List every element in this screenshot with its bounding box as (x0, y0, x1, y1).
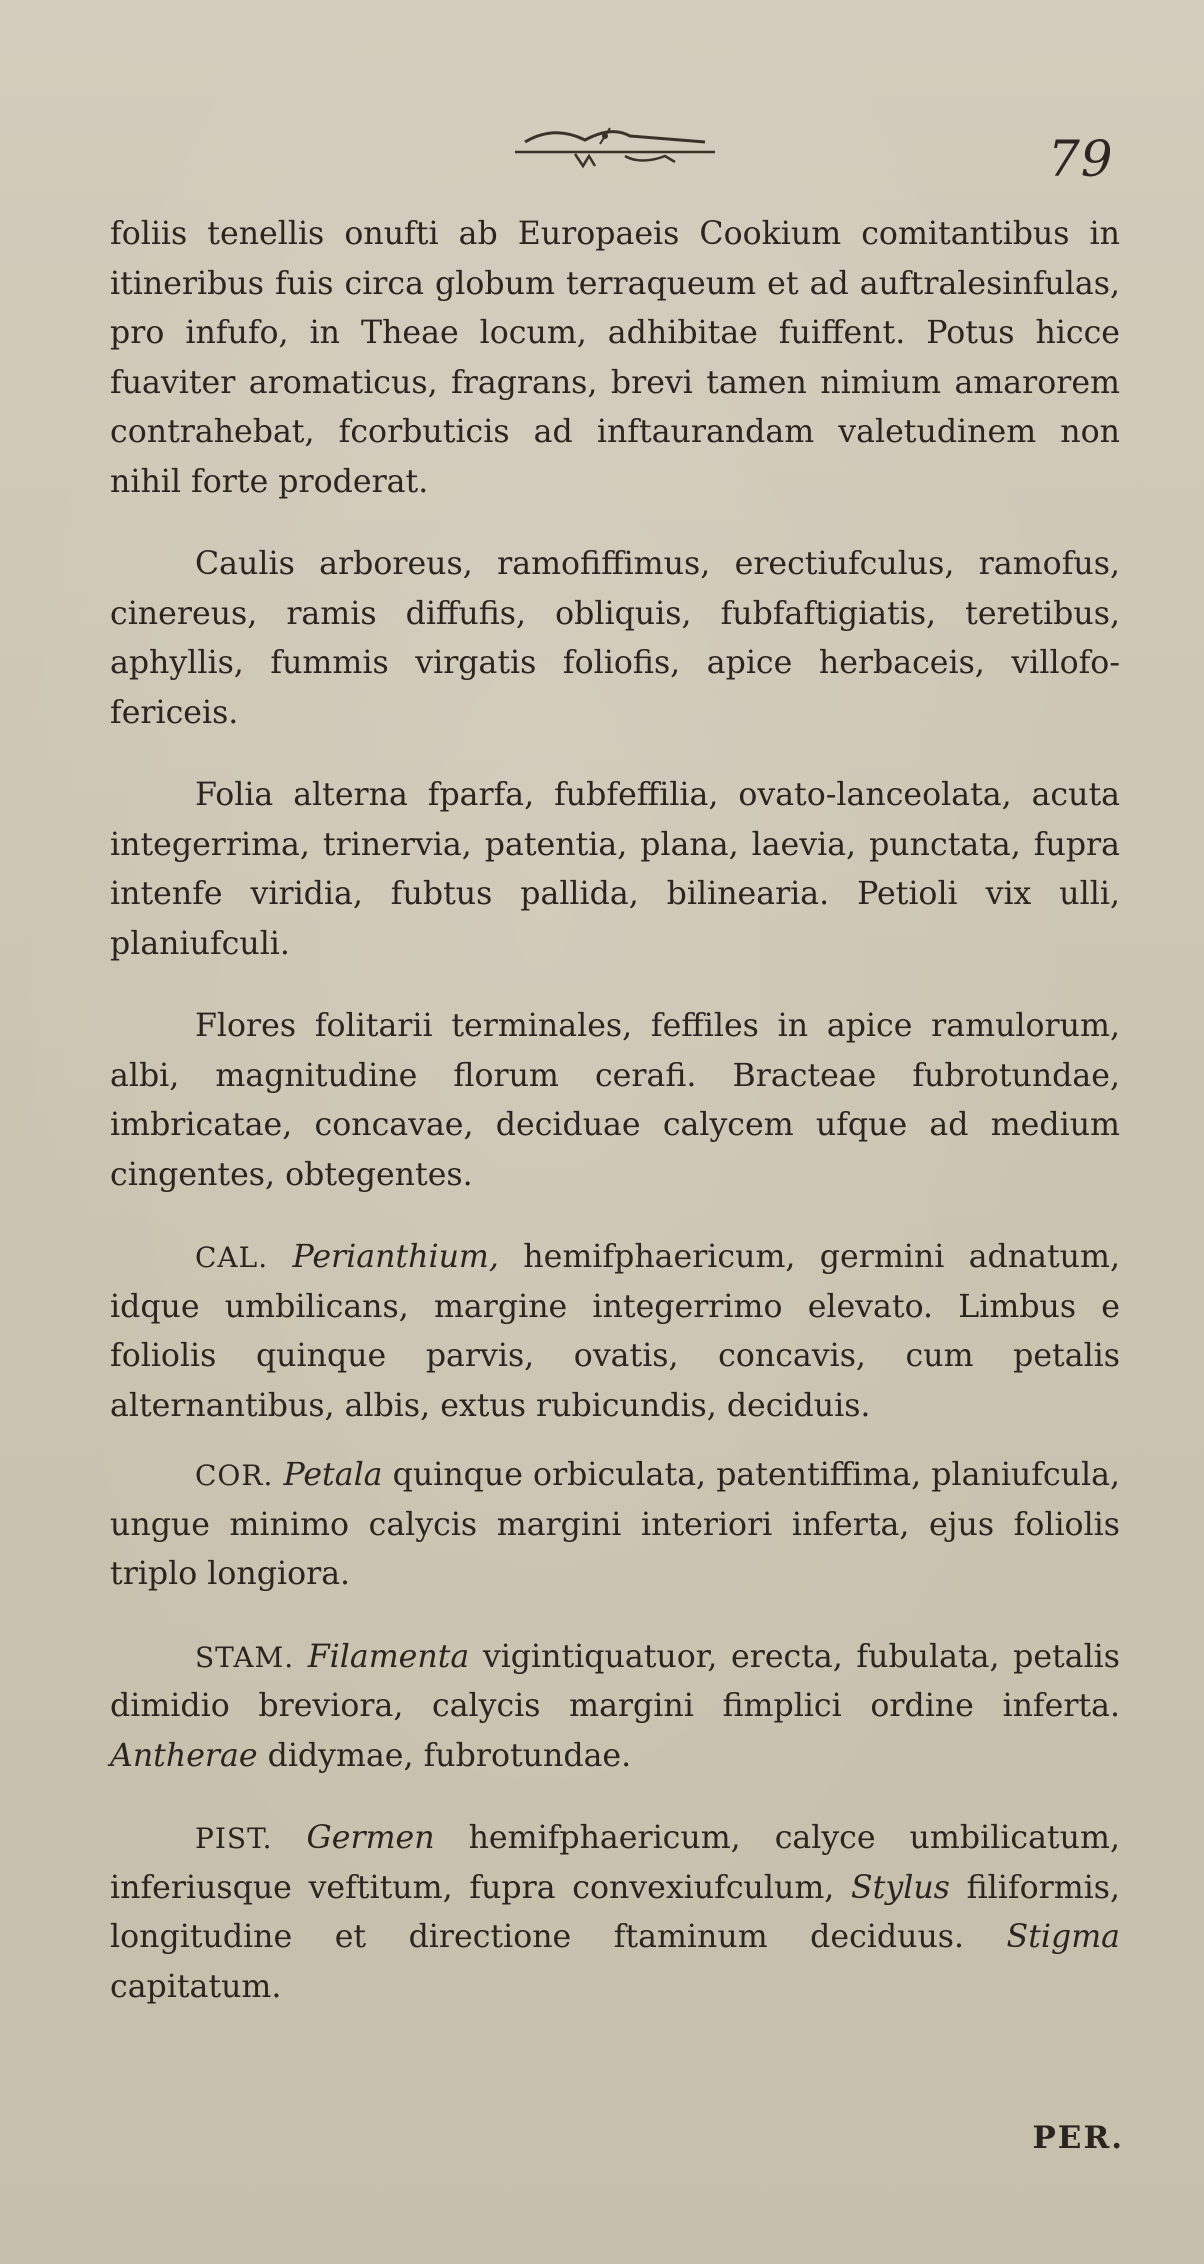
botanical-term: Filamenta (307, 1638, 470, 1675)
paragraph-pist (110, 1814, 1120, 2012)
botanical-term: Perianthium, (292, 1239, 499, 1275)
paragraph-text: Folia alterna fparfa, fubfeffilia, ovato-lanceolata, acuta integerrima, trinervia, patentia, plana, laevia, punctata, fupra intenfe viridia, fubtus pallida, bilinearia. Petioli vix ulli, planiufculi. (110, 777, 1120, 962)
paragraph-text: quinque orbiculata, patentiffima, planiufcula, ungue minimo calycis margini interiori inferta, ejus foliolis triplo longiora. (110, 1457, 1120, 1592)
paragraph-text: capitatum. (110, 1968, 282, 2005)
paragraph-text: hemifphaericum, calyce umbilicatum, inferiusque veftitum, fupra convexiufculum, (110, 1820, 1120, 1906)
paragraph-text: filiformis, longitudine et directione ftaminum deciduus. (110, 1869, 1121, 1955)
paragraph-flores (110, 1002, 1120, 1200)
paragraph-cor (110, 1451, 1120, 1600)
paragraph-text: Caulis arboreus, ramofiffimus, erectiufculus, ramofus, cinereus, ramis diffufis, obliquis, fubfaftigiatis, teretibus, aphyllis, fummis virgatis foliofis, apice herbaceis, villofo-fericeis. (110, 546, 1120, 731)
section-label: COR. (195, 1459, 274, 1492)
botanical-term: Stylus (851, 1869, 950, 1906)
section-label: PIST. (195, 1822, 273, 1855)
paragraph-stam (110, 1633, 1120, 1782)
header-ornament (505, 122, 725, 172)
paragraph-text: didymae, fubrotundae. (267, 1737, 632, 1774)
catchword: PER. (1032, 2120, 1124, 2156)
paragraph-cal (110, 1233, 1120, 1431)
botanical-term: Petala (283, 1457, 383, 1493)
section-label: CAL. (195, 1241, 269, 1274)
botanical-term: Stigma (1006, 1919, 1121, 1955)
botanical-term: Germen (306, 1820, 435, 1856)
page-number: 79 (1048, 130, 1114, 188)
paragraph-folia (110, 771, 1120, 969)
page-header (0, 108, 1204, 198)
text-body (110, 210, 1120, 2012)
botanical-term: Antherae (110, 1737, 258, 1774)
section-label: STAM. (195, 1640, 295, 1674)
paragraph-text: foliis tenellis onufti ab Europaeis Cookium comitantibus in itineribus fuis circa globum terraqueum et ad auftralesinfulas, pro infufo, in Theae locum, adhibitae fuiffent. Potus hicce fuaviter aromaticus, fragrans, brevi tamen nimium amarorem contrahebat, fcorbuticis ad inftaurandam valetudinem non nihil forte proderat. (110, 216, 1120, 500)
paragraph-text: hemifphaericum, germini adnatum, idque umbilicans, margine integerrimo elevato. Limbus e foliolis quinque parvis, ovatis, concavis, cum petalis alternantibus, albis, extus rubicundis, deciduis. (110, 1239, 1120, 1424)
paragraph-caulis (110, 540, 1120, 738)
paragraph-text: vigintiquatuor, erecta, fubulata, petalis dimidio breviora, calycis margini fimplici ordine inferta. (110, 1638, 1121, 1724)
paragraph-text: Flores folitarii terminales, feffiles in apice ramulorum, albi, magnitudine florum cerafi. Bracteae fubrotundae, imbricatae, concavae, deciduae calycem ufque ad medium cingentes, obtegentes. (110, 1008, 1120, 1193)
paragraph-intro (110, 210, 1120, 507)
